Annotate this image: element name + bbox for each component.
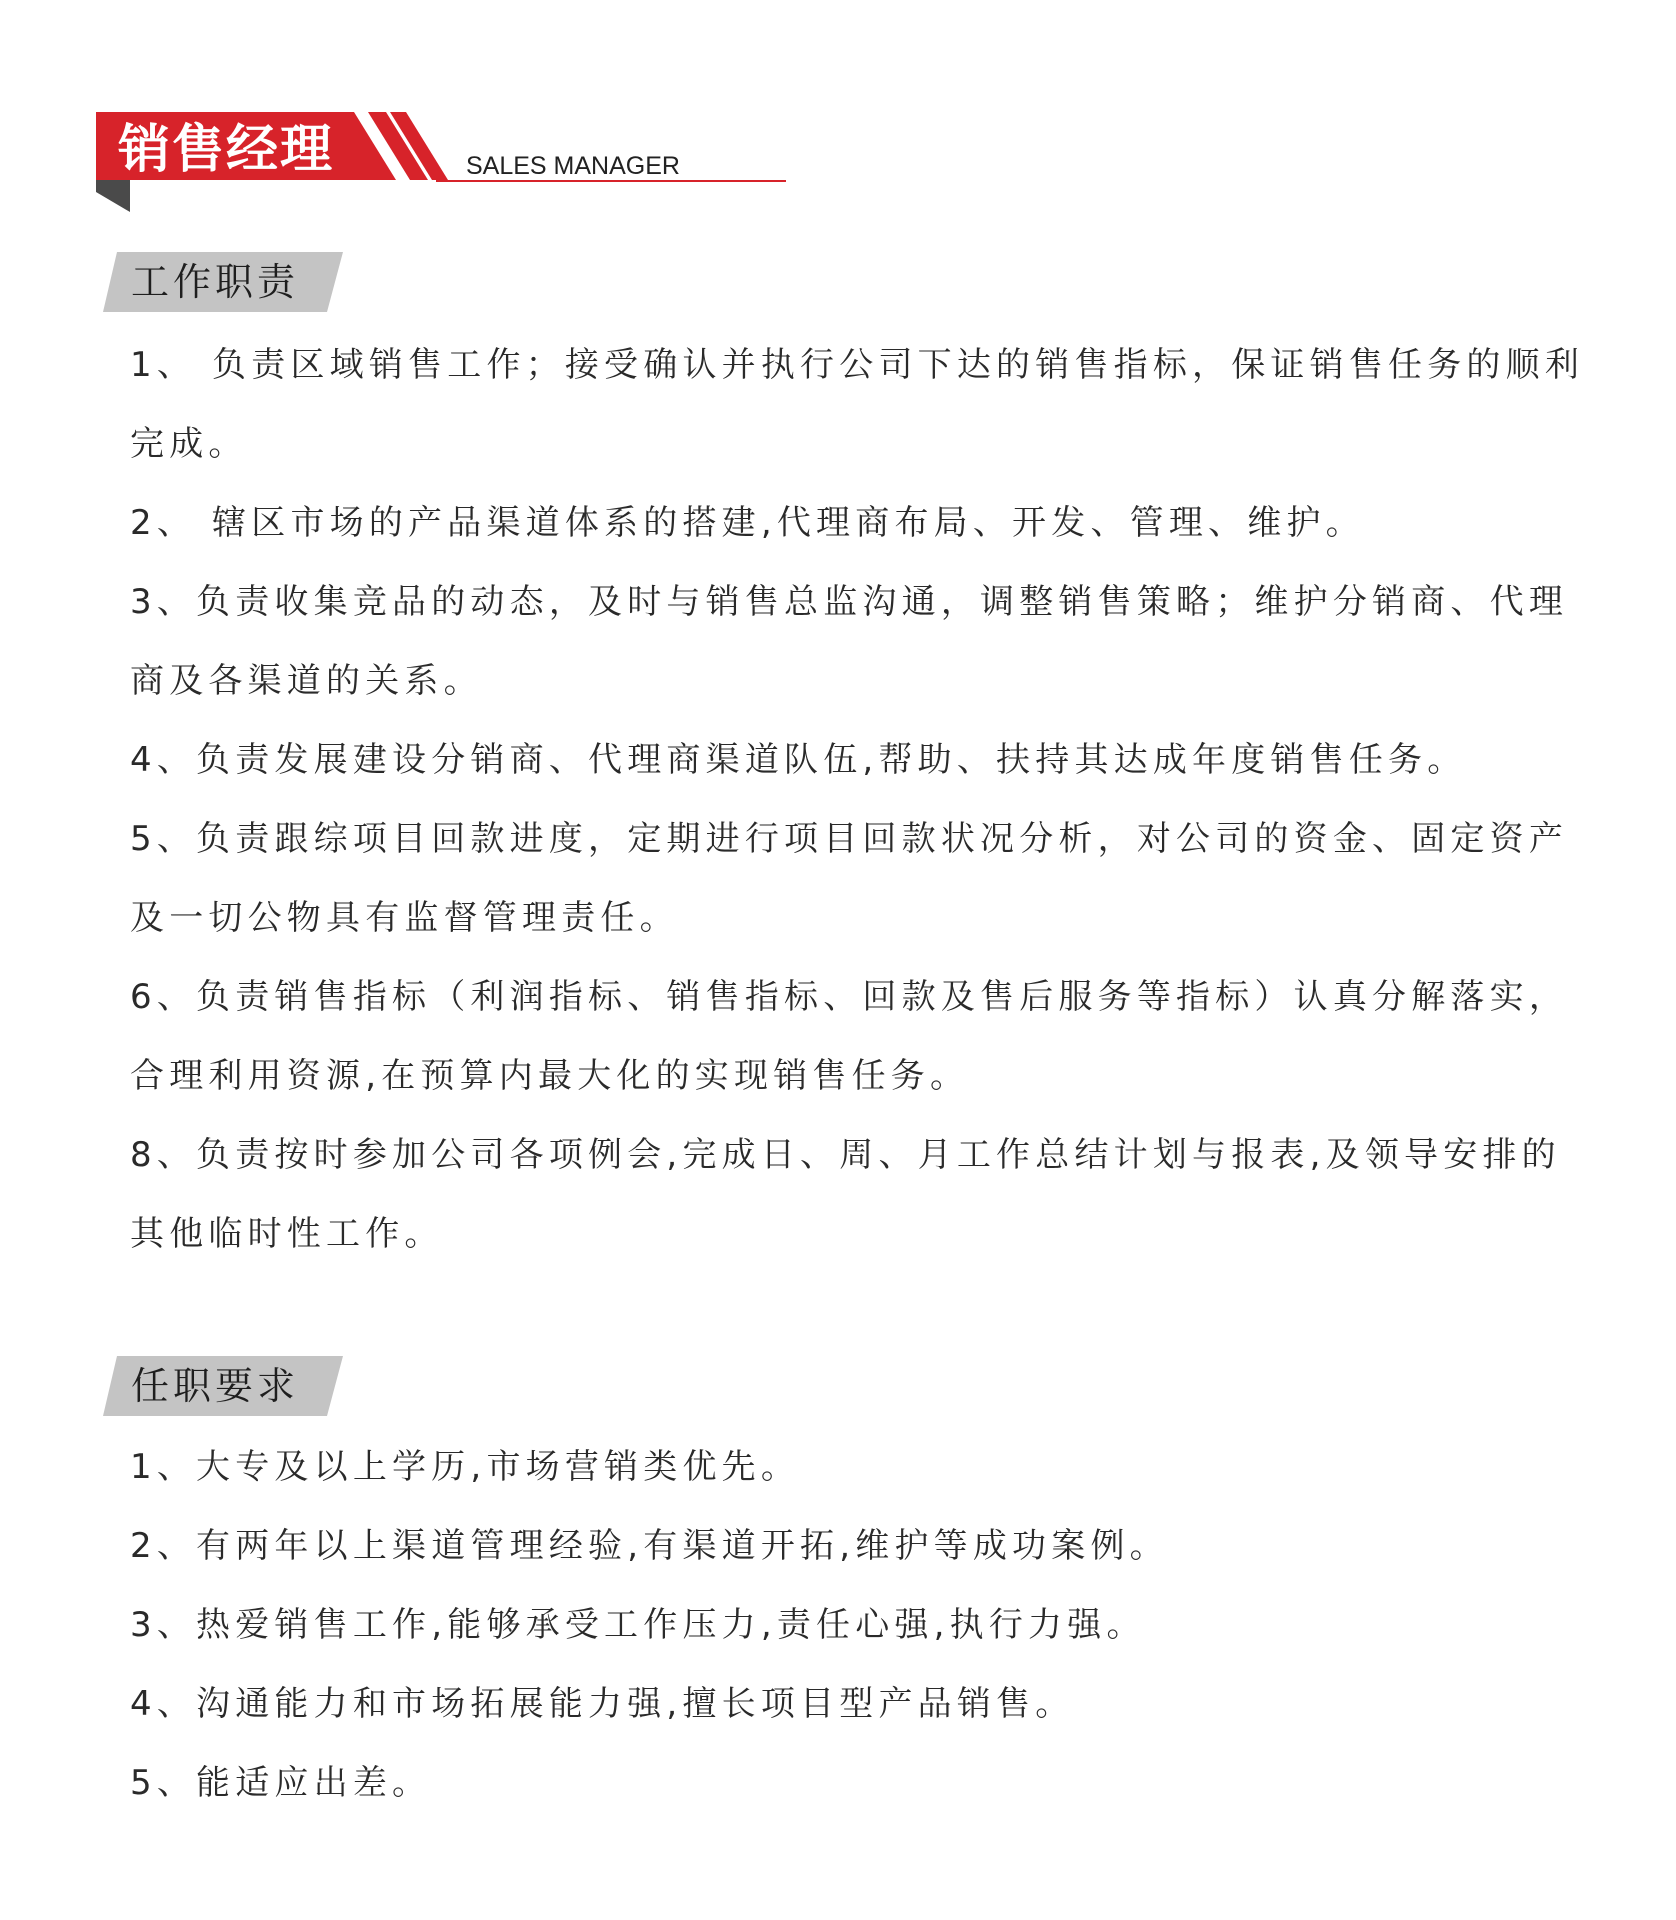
section-heading-duties: 工作职责 — [131, 260, 300, 304]
page-header — [96, 108, 786, 218]
requirement-item: 3、热爱销售工作,能够承受工作压力,责任心强,执行力强。 — [130, 1605, 1146, 1645]
duty-item: 5、负责跟综项目回款进度，定期进行项目回款状况分析，对公司的资金、固定资产及一切公物具有监督管理责任。 — [130, 819, 1569, 938]
requirement-item: 5、能适应出差。 — [130, 1763, 432, 1803]
duty-item: 6、负责销售指标（利润指标、销售指标、回款及售后服务等指标）认真分解落实，合理利用资源,在预算内最大化的实现销售任务。 — [130, 977, 1569, 1096]
duty-item: 8、负责按时参加公司各项例会,完成日、周、月工作总结计划与报表,及领导安排的其他临时性工作。 — [130, 1135, 1561, 1254]
duty-item: 4、负责发展建设分销商、代理商渠道队伍,帮助、扶持其达成年度销售任务。 — [130, 740, 1467, 780]
duty-item: 2、 辖区市场的产品渠道体系的搭建,代理商布局、开发、管理、维护。 — [130, 503, 1365, 543]
requirements-list — [130, 1428, 1585, 1823]
section-heading-requirements: 任职要求 — [131, 1364, 300, 1408]
requirement-item: 2、有两年以上渠道管理经验,有渠道开拓,维护等成功案例。 — [130, 1526, 1169, 1566]
requirement-item: 1、大专及以上学历,市场营销类优先。 — [130, 1447, 801, 1487]
duties-list — [130, 326, 1585, 1274]
page-title: 销售经理 — [118, 120, 335, 180]
section-tab-requirements — [103, 1356, 343, 1416]
section-tab-duties — [103, 252, 343, 312]
duty-item: 3、负责收集竞品的动态，及时与销售总监沟通，调整销售策略；维护分销商、代理商及各渠道的关系。 — [130, 582, 1569, 701]
requirement-item: 4、沟通能力和市场拓展能力强,擅长项目型产品销售。 — [130, 1684, 1075, 1724]
duty-item: 1、 负责区域销售工作；接受确认并执行公司下达的销售指标，保证销售任务的顺利完成。 — [130, 345, 1585, 464]
page-subtitle: SALES MANAGER — [466, 152, 680, 180]
